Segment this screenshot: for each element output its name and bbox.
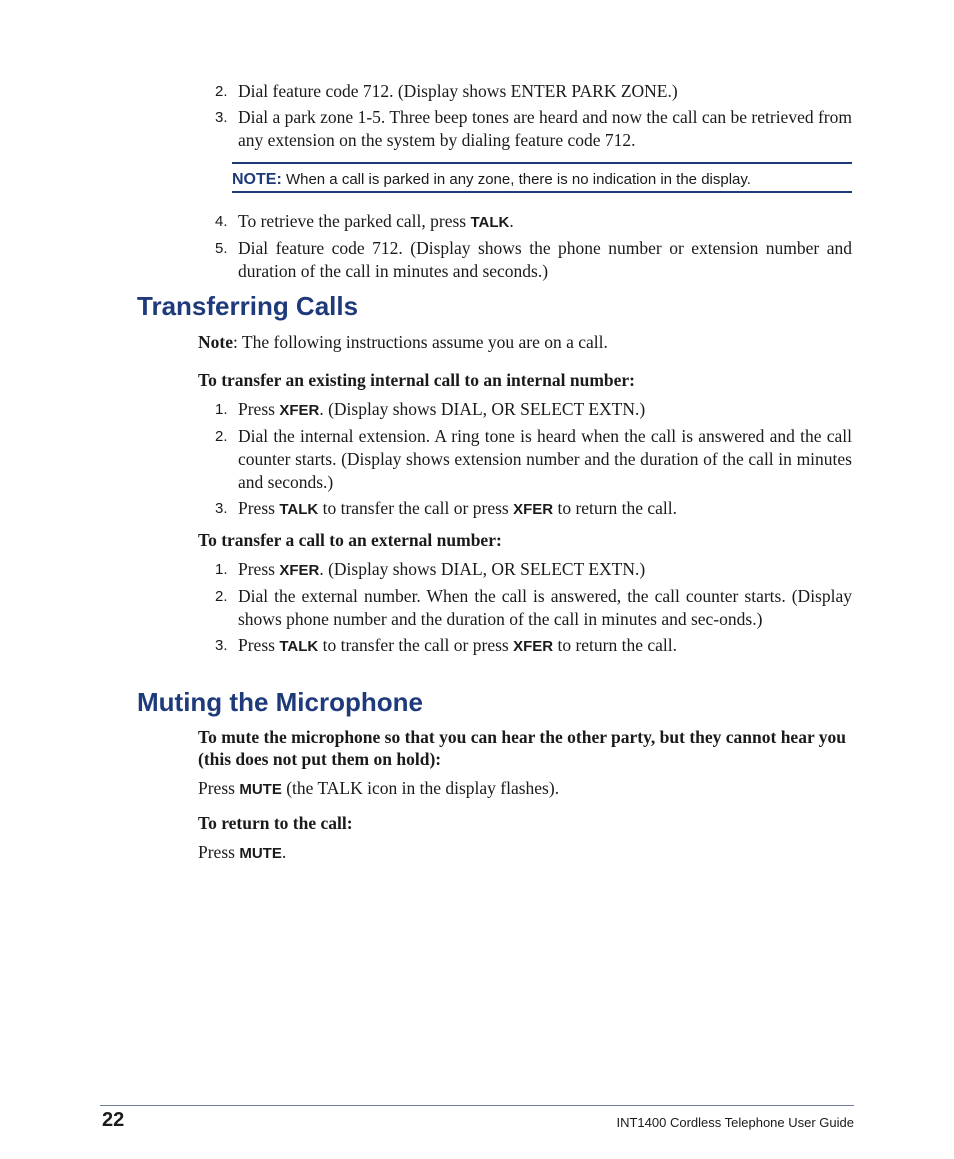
list-item [215,210,852,234]
list-item [215,398,852,422]
transfer-note [198,331,852,354]
page-number: 22 [102,1109,125,1131]
talk-key: TALK [279,638,319,655]
note-label: NOTE: [232,171,282,188]
list-item [215,425,852,494]
xfer-key: XFER [513,638,554,655]
return-text-post: . [281,842,287,862]
talk-key: TALK [279,501,319,518]
step-text-mid: to transfer the call or press [318,635,514,655]
step-number: 4. [215,213,228,230]
step-text-pre: Press [238,498,280,518]
internal-transfer-heading: To transfer an existing internal call to an internal number: [198,370,636,390]
return-text-pre: Press [198,842,240,862]
step-number: 1. [215,401,228,418]
list-item [215,585,852,631]
step-number: 2. [215,588,228,605]
external-transfer-steps [215,558,852,661]
list-item [215,106,852,152]
step-number: 5. [215,240,228,257]
transfer-note-text: : The following instructions assume you are on a call. [232,332,608,352]
internal-transfer-steps [215,398,852,524]
step-text-post: . (Display shows DIAL, OR SELECT EXTN.) [319,399,646,419]
return-call-heading: To return to the call: [198,813,353,833]
list-item [215,80,852,103]
step-text-pre: To retrieve the parked call, press [238,211,471,231]
step-text-post: . (Display shows DIAL, OR SELECT EXTN.) [319,559,646,579]
mute-instruction [198,777,852,801]
retrieve-steps-list [215,210,852,286]
step-number: 3. [215,109,228,126]
step-text-pre: Press [238,399,280,419]
step-text: Dial a park zone 1-5. Three beep tones are heard and now the call can be retrieved from any extension on the system by dialing feature code 712. [238,107,852,150]
footer-title: INT1400 Cordless Telephone User Guide [616,1115,854,1130]
mute-text-post: (the TALK icon in the display flashes). [281,778,560,798]
step-text: Dial feature code 712. (Display shows ENTER PARK ZONE.) [238,81,678,101]
step-text: Dial the internal extension. A ring tone is heard when the call is answered and the call counter starts. (Display shows extension number and the duration of the call in minutes and seconds.) [238,426,852,492]
step-text-pre: Press [238,559,280,579]
mute-instruction-heading: To mute the microphone so that you can hear the other party, but they cannot hear you (this does not put them on hold): [198,727,847,769]
mute-key: MUTE [239,781,282,798]
section-heading-transferring-calls: Transferring Calls [137,291,359,321]
mute-key: MUTE [239,845,282,862]
park-steps-list [215,80,852,155]
step-text-post: to return the call. [553,498,678,518]
external-transfer-heading: To transfer a call to an external number: [198,530,502,550]
step-text-post: to return the call. [553,635,678,655]
step-number: 2. [215,83,228,100]
step-text: Dial the external number. When the call is answered, the call counter starts. (Display shows phone number and the duration of the call in minutes and sec-onds.) [238,586,852,629]
step-number: 3. [215,637,228,654]
step-text: Dial feature code 712. (Display shows the phone number or extension number and duration of the call in minutes and seconds.) [238,238,852,281]
section-heading-muting-the-microphone: Muting the Microphone [137,687,423,717]
list-item [215,497,852,521]
xfer-key: XFER [513,501,554,518]
xfer-key: XFER [279,402,320,419]
step-text-pre: Press [238,635,280,655]
list-item [215,237,852,283]
talk-key: TALK [470,214,510,231]
note-text: When a call is parked in any zone, there is no indication in the display. [285,171,751,188]
list-item [215,558,852,582]
step-number: 2. [215,428,228,445]
step-text-post: . [509,211,514,231]
list-item [215,634,852,658]
step-number: 1. [215,561,228,578]
step-number: 3. [215,500,228,517]
return-call-instruction [198,841,852,865]
mute-text-pre: Press [198,778,240,798]
note-box [232,162,852,193]
footer-divider [100,1105,854,1106]
step-text-mid: to transfer the call or press [318,498,514,518]
transfer-note-label: Note [198,332,233,352]
xfer-key: XFER [279,562,320,579]
